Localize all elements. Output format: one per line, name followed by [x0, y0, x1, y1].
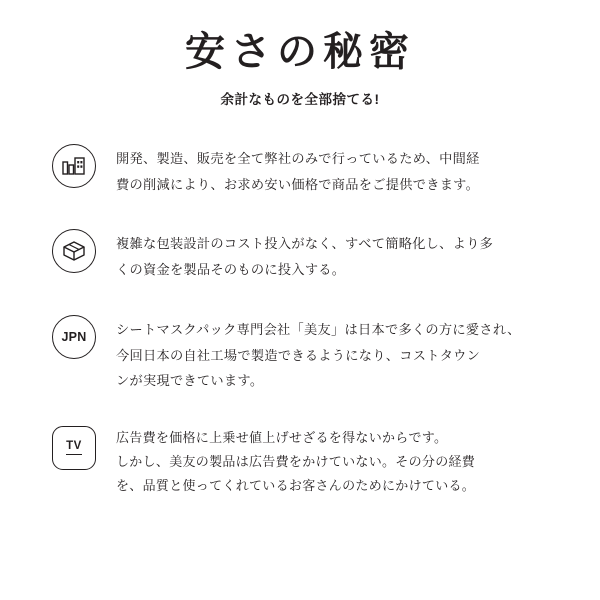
benefit-list: [0, 144, 600, 498]
text-line: を、品質と使ってくれているお客さんのためにかけている。: [116, 478, 476, 494]
factory-icon: [52, 144, 96, 188]
icon-container: [52, 426, 98, 472]
text-line: 複雑な包装設計のコスト投入がなく、すべて簡略化し、より多: [116, 236, 494, 252]
icon-container: [52, 229, 98, 275]
icon-container: [52, 144, 98, 190]
icon-container: [52, 315, 98, 361]
page-subtitle: 余計なものを全部捨てる!: [220, 92, 380, 107]
text-line: くの資金を製品そのものに投入する。: [116, 262, 346, 278]
page-title: 安さの秘密: [185, 30, 415, 74]
list-item-text: [116, 229, 562, 282]
list-item: [52, 426, 562, 498]
list-item-text: [116, 315, 562, 394]
list-item: [52, 229, 562, 282]
header: [0, 0, 600, 108]
list-item: [52, 315, 562, 394]
package-box-icon: [52, 229, 96, 273]
tv-icon: [52, 426, 96, 470]
list-item-text: [116, 144, 562, 197]
tv-icon-label: TV: [66, 441, 82, 455]
text-line: ンが実現できています。: [116, 373, 264, 389]
text-line: 広告費を価格に上乗せ値上げせざるを得ないからです。: [116, 430, 448, 446]
jpn-badge-label: JPN: [61, 329, 87, 344]
jpn-badge-icon: [52, 315, 96, 359]
text-line: 開発、製造、販売を全て弊社のみで行っているため、中間経: [116, 151, 480, 166]
list-item: [52, 144, 562, 197]
text-line: 今回日本の自社工場で製造できるようになり、コストタウン: [116, 347, 481, 363]
text-line: 費の削減により、お求め安い価格で商品をご提供できます。: [116, 176, 480, 192]
list-item-text: [116, 426, 562, 498]
text-line: シートマスクパック専門会社「美友」は日本で多くの方に愛され、: [116, 321, 521, 337]
text-line: しかし、美友の製品は広告費をかけていない。その分の経費: [116, 454, 476, 470]
